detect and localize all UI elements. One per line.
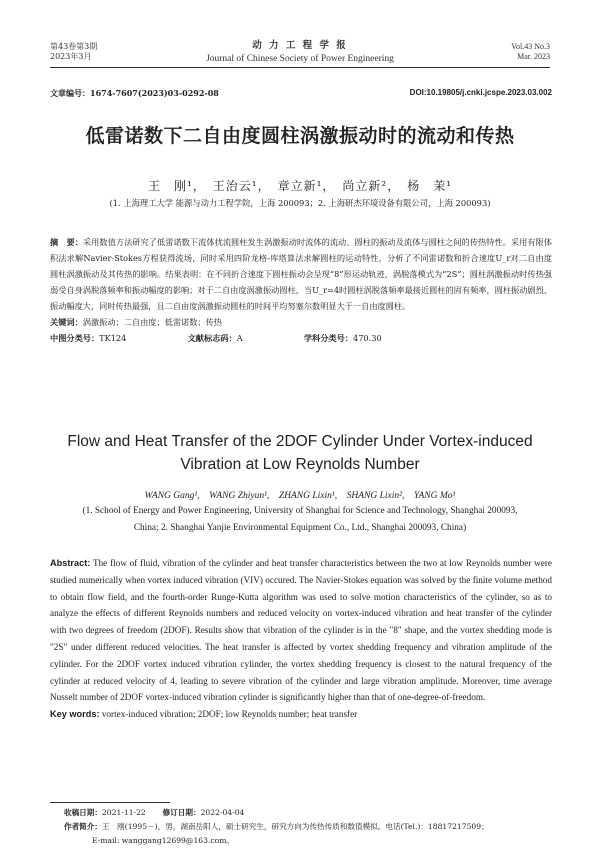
keywords-cn-row [50, 314, 552, 330]
keywords-cn: 涡激振动；二自由度；低雷诺数；传热 [82, 317, 222, 327]
header-left [50, 42, 97, 62]
abstract-cn [50, 234, 552, 346]
abstract-en-label: Abstract: [50, 558, 91, 568]
footnote-rule [50, 802, 170, 803]
header-right [511, 42, 550, 62]
dates-row [64, 806, 554, 820]
abstract-en-text: The flow of fluid, vibration of the cylinder and heat transfer characteristics between the two at low Reynolds number were studied numerically when vortex induced vibration (VIV) occured. The Navier-Stokes equation was solved by the finite volume method to obtain flow field, and the fourth-order Runge-Kutta algorithm was used to solve motion characteristics of the cylinder, so as to analyze the effects of different Reynolds numbers and reduced velocity on vortex-induced vibration and heat transfer of the cylinder with two degrees of freedom (2DOF). Results show that vibration of the cylinder is in the "8" shape, and the vortex shedding mode is "2S" under different reduced velocities. The heat transfer is affected by vortex shedding frequency and vibration amplitude of the cylinder. For the 2DOF vortex induced vibration cylinder, the vortex shedding frequency is closest to the natural frequency of the cylinder at reduced velocity of 4, leading to severe vibration of the cylinder and large vibration amplitude. Moreover, time average Nusselt number of 2DOF vortex-induced vibration cylinder is significantly higher than that of one-degree-of-freedom. [50, 558, 552, 703]
abstract-en [50, 555, 552, 723]
author-bio-row [64, 820, 554, 834]
keywords-en: vortex-induced vibration; 2DOF; low Reynolds number; heat transfer [101, 709, 358, 720]
header-rule [50, 67, 550, 68]
revised-label: 修订日期： [162, 808, 201, 817]
received-date: 2021-11-22 [101, 808, 146, 817]
clc-value: TK124 [99, 333, 127, 343]
date-cn: 2023年3月 [50, 52, 92, 61]
affiliation-en: (1. School of Energy and Power Engineering, University of Shanghai for Science and Technology, Shanghai 200093, China; 2. Shanghai Yanjie Environmental Equipment Co., Ltd., Shanghai 200093, China) [82, 506, 518, 533]
abstract-cn-label: 摘 要： [50, 237, 83, 247]
date-en: Mar. 2023 [517, 52, 550, 61]
clc-label: 中图分类号： [50, 333, 100, 343]
journal-en: Journal of Chinese Society of Power Engineering [206, 54, 394, 64]
author-email: E-mail: wanggang12699@163.com。 [92, 836, 235, 845]
title-cn: 低雷诺数下二自由度圆柱涡激振动时的流动和传热 [85, 125, 515, 147]
authors-cn: 王 刚¹， 王治云¹， 章立新¹， 尚立新²， 杨 茉¹ [147, 179, 453, 193]
subject-code-value: 470.30 [353, 333, 382, 343]
volume-en: Vol.43 No.3 [511, 42, 550, 51]
authors-en: WANG Gang¹, WANG Zhiyun¹, ZHANG Lixin¹, SHANG Lixin², YANG Mo¹ [144, 491, 456, 501]
keywords-cn-label: 关键词： [50, 317, 83, 327]
doi: DOI:10.19805/j.cnki.jcspe.2023.03.002 [409, 88, 552, 97]
volume-cn: 第43卷第3期 [50, 42, 98, 51]
journal-cn: 动 力 工 程 学 报 [252, 40, 348, 51]
header-center [150, 40, 450, 66]
article-number: 文章编号：1674-7607(2023)03-0292-08 [50, 88, 219, 98]
doc-code-value: A [236, 333, 243, 343]
received-label: 收稿日期： [64, 808, 102, 817]
keywords-en-row [50, 706, 552, 723]
classification-row [50, 330, 552, 346]
abstract-cn-text: 采用数值方法研究了低雷诺数下流体扰流圆柱发生涡激振动时流体的流动、圆柱的振动及流体与圆柱之间的传热特性。采用有限体积法求解Navier-Stokes方程获得流场，同时采用四阶龙格-库塔算法求解圆柱的运动特性，分析了不同雷诺数和折合速度U_r对二自由度圆柱涡激振动及其传热的影响。结果表明：在不同折合速度下圆柱振动会呈现“8”形运动轨迹，涡脱落模式为“2S”；圆柱涡激振动时传热强弱受自身涡脱落频率和振动幅度的影响；对于二自由度涡激振动圆柱，当U_r=4时圆柱涡脱落频率最接近圆柱的固有频率，圆柱振动剧烈、振动幅度大，同时传热最强，且二自由度涡激振动圆柱的时间平均努塞尔数明显大于一自由度圆柱。 [50, 237, 552, 311]
subject-code-label: 学科分类号： [303, 333, 353, 343]
footnote [64, 806, 554, 848]
author-bio-label: 作者简介： [64, 822, 102, 831]
author-bio: 王 刚(1995－)，男，湖南岳阳人，硕士研究生，研究方向为传热传质和数值模拟。电话(Tel.)：18817217509； [101, 822, 489, 831]
affiliation-cn: (1. 上海理工大学 能源与动力工程学院，上海 200093；2. 上海研杰环境设备有限公司，上海 200093) [109, 198, 491, 208]
doc-code-label: 文献标志码： [187, 333, 237, 343]
revised-date: 2022-04-04 [200, 808, 245, 817]
title-en: Flow and Heat Transfer of the 2DOF Cylinder Under Vortex-induced Vibration at Low Reynolds Number [67, 433, 533, 473]
keywords-en-label: Key words: [50, 709, 100, 720]
